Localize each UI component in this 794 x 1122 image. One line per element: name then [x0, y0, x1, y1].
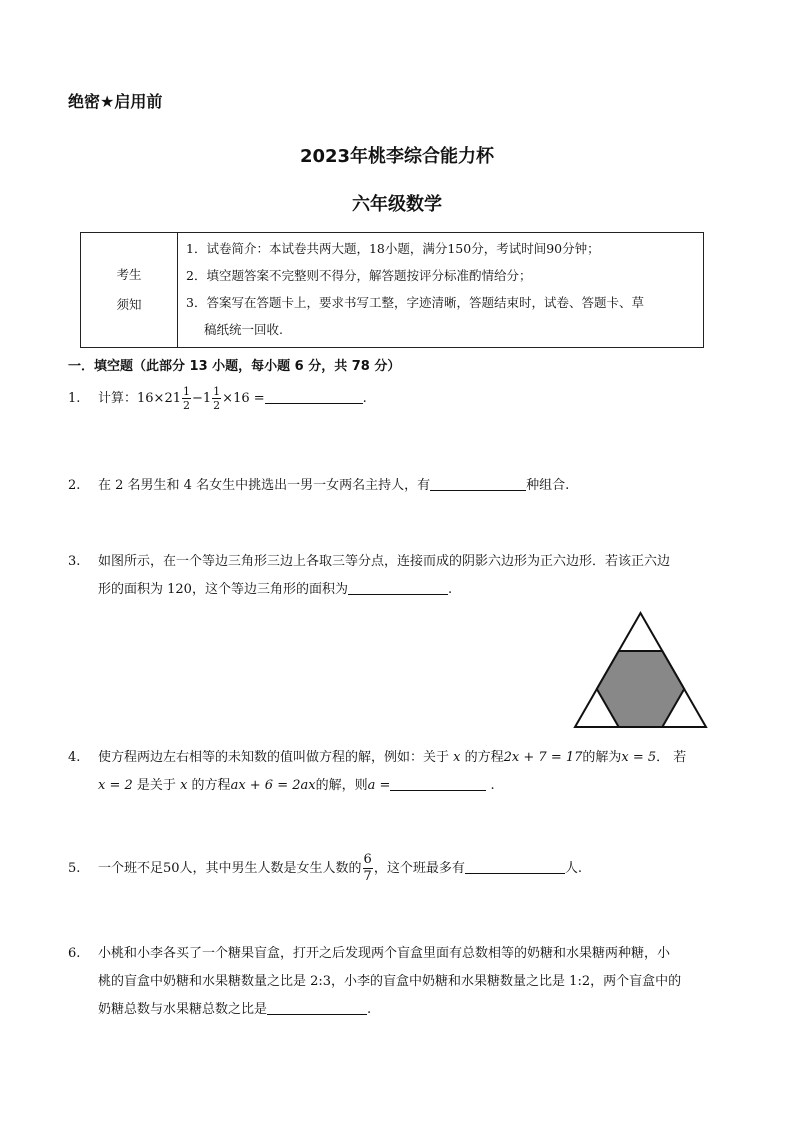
question-number: 5.	[68, 861, 81, 876]
q6-suffix: .	[367, 1002, 372, 1017]
notice-item-3-cont: 稿纸统一回收.	[204, 322, 283, 337]
q1-fraction-1: $\frac{1}{2}$	[183, 385, 190, 412]
q4-text: 使方程两边左右相等的未知数的值叫做方程的解，例如：关于	[98, 750, 450, 765]
q4-text: 的解为	[582, 750, 622, 765]
q4-equation-2: ax + 6 = 2ax	[230, 778, 316, 793]
notice-item-3: 3．答案写在答题卡上，要求书写工整，字迹清晰，答题结束时，试卷、答题卡、草	[186, 295, 644, 310]
q5-text-b: ，这个班最多有	[373, 861, 465, 876]
exam-title: 2023年桃李综合能力杯	[299, 146, 495, 167]
notice-label	[81, 233, 178, 348]
q1-prefix: 计算：	[98, 391, 138, 406]
question-4	[68, 744, 722, 800]
q5-suffix: 人.	[564, 861, 582, 876]
q5-fraction: $\frac{6}{7}$	[363, 852, 372, 884]
question-number: 3.	[68, 554, 81, 569]
question-1	[68, 385, 722, 413]
triangle-hexagon-figure	[570, 610, 712, 730]
q4-suffix: .	[490, 778, 495, 793]
answer-blank[interactable]	[267, 1000, 367, 1015]
question-number: 2.	[68, 478, 81, 493]
q6-line3: 奶糖总数与水果糖总数之比是	[98, 1002, 268, 1017]
answer-blank[interactable]	[265, 389, 363, 404]
q6-line1: 小桃和小李各买了一个糖果盲盒，打开之后发现两个盲盒里面有总数相等的奶糖和水果糖两种糖，小	[98, 946, 671, 961]
q4-var-a: a =	[367, 778, 391, 793]
exam-subtitle: 六年级数学	[352, 194, 442, 215]
question-number: 1.	[68, 391, 81, 406]
q1-expr-b: −1	[192, 391, 212, 406]
answer-blank[interactable]	[348, 580, 448, 595]
q1-expr-c: ×16 =	[222, 391, 265, 406]
notice-items	[178, 233, 704, 348]
notice-label-line1: 考生	[116, 267, 142, 282]
notice-label-line2: 须知	[116, 297, 142, 312]
q2-suffix: 种组合.	[526, 478, 570, 493]
question-5	[68, 852, 722, 885]
q4-text: 的解，则	[315, 778, 368, 793]
answer-blank[interactable]	[390, 776, 486, 791]
q4-condition: x = 2	[98, 778, 133, 793]
q4-text: 的方程	[191, 778, 231, 793]
q2-text: 在 2 名男生和 4 名女生中挑选出一男一女两名主持人，有	[98, 478, 431, 493]
q4-equation-1: 2x + 7 = 17	[503, 750, 583, 765]
question-number: 6.	[68, 946, 81, 961]
answer-blank[interactable]	[465, 859, 565, 874]
q4-text: 的方程	[464, 750, 504, 765]
question-2	[68, 472, 722, 500]
q4-text: 是关于	[136, 778, 176, 793]
q4-var-x: x	[180, 778, 188, 793]
q3-suffix: .	[447, 582, 453, 597]
q1-fraction-2: $\frac{1}{2}$	[213, 385, 221, 412]
question-3	[68, 548, 722, 604]
q5-text-a: 一个班不足50人，其中男生人数是女生人数的	[98, 861, 362, 876]
q1-suffix: .	[362, 391, 367, 406]
notice-item-1: 1．试卷简介：本试卷共两大题，18小题，满分150分，考试时间90分钟；	[186, 241, 600, 256]
question-6	[68, 940, 722, 1024]
q3-line2: 形的面积为 120，这个等边三角形的面积为	[98, 582, 348, 597]
answer-blank[interactable]	[430, 476, 526, 491]
notice-item-2: 2．填空题答案不完整则不得分，解答题按评分标准酌情给分；	[186, 268, 532, 283]
question-number: 4.	[68, 750, 81, 765]
q3-line1: 如图所示，在一个等边三角形三边上各取三等分点，连接而成的阴影六边形为正六边形．若该正六边	[98, 554, 671, 569]
q1-expr-a: 16×21	[137, 391, 181, 406]
q4-var-x: x	[453, 750, 461, 765]
q6-line2: 桃的盲盒中奶糖和水果糖数量之比是 2:3，小李的盲盒中奶糖和水果糖数量之比是 1:2，两个盲盒中的	[98, 974, 682, 989]
q4-solution: x = 5	[621, 750, 657, 765]
section-heading: 一．填空题（此部分 13 小题，每小题 6 分，共 78 分）	[68, 359, 401, 374]
notice-table	[80, 232, 704, 348]
q4-text: ． 若	[656, 750, 687, 765]
confidential-mark: 绝密★启用前	[68, 92, 163, 111]
